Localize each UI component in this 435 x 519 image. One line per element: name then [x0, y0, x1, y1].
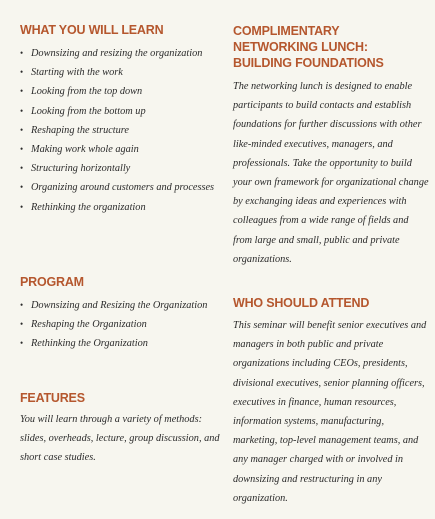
lunch-heading-line: BUILDING FOUNDATIONS — [233, 56, 384, 70]
lunch-heading-line: COMPLIMENTARY — [233, 24, 340, 38]
learn-heading: WHAT YOU WILL LEARN — [20, 23, 164, 37]
list-item: • Rethinking the Organization — [20, 334, 220, 353]
attend-heading: WHO SHOULD ATTEND — [233, 296, 370, 310]
list-item: • Looking from the top down — [20, 82, 220, 101]
program-heading: PROGRAM — [20, 275, 84, 289]
lunch-heading-line: NETWORKING LUNCH: — [233, 40, 368, 54]
list-item: • Starting with the work — [20, 63, 220, 82]
features-text: You will learn through a variety of methods: slides, overheads, lecture, group discussion, and short case studies. — [20, 414, 220, 464]
learn-list — [20, 44, 220, 217]
learn-section — [20, 23, 220, 217]
lunch-heading — [233, 23, 429, 71]
lunch-section — [233, 23, 429, 269]
list-item: • Reshaping the structure — [20, 121, 220, 140]
attend-text: This seminar will benefit senior executives and managers in both public and private organizations including CEOs, presidents, divisional executives, senior planning officers, executives in finance, human resources, information systems, manufacturing, marketing, top-level management teams, and any manager charged with or involved in downsizing and restructuring in any organization. — [233, 320, 427, 504]
list-item: • Making work whole again — [20, 140, 220, 159]
lunch-text: The networking lunch is designed to enable participants to build contacts and establish foundations for further discussions with other like-minded executives, managers, and professionals. Take the opportunity to build your own framework for organizational change by exchanging ideas and experiences with colleagues from a wide range of fields and from large and small, public and private organizations. — [233, 81, 429, 265]
list-item: • Downsizing and Resizing the Organization — [20, 296, 220, 315]
attend-section — [233, 295, 429, 508]
program-section — [20, 275, 220, 354]
list-item: • Structuring horizontally — [20, 159, 220, 178]
list-item: • Reshaping the Organization — [20, 315, 220, 334]
program-list — [20, 296, 220, 354]
features-heading: FEATURES — [20, 391, 85, 405]
features-section — [20, 391, 220, 468]
list-item: • Looking from the bottom up — [20, 102, 220, 121]
list-item: • Rethinking the organization — [20, 198, 220, 217]
list-item: • Downsizing and resizing the organization — [20, 44, 220, 63]
list-item: • Organizing around customers and processes — [20, 178, 220, 197]
